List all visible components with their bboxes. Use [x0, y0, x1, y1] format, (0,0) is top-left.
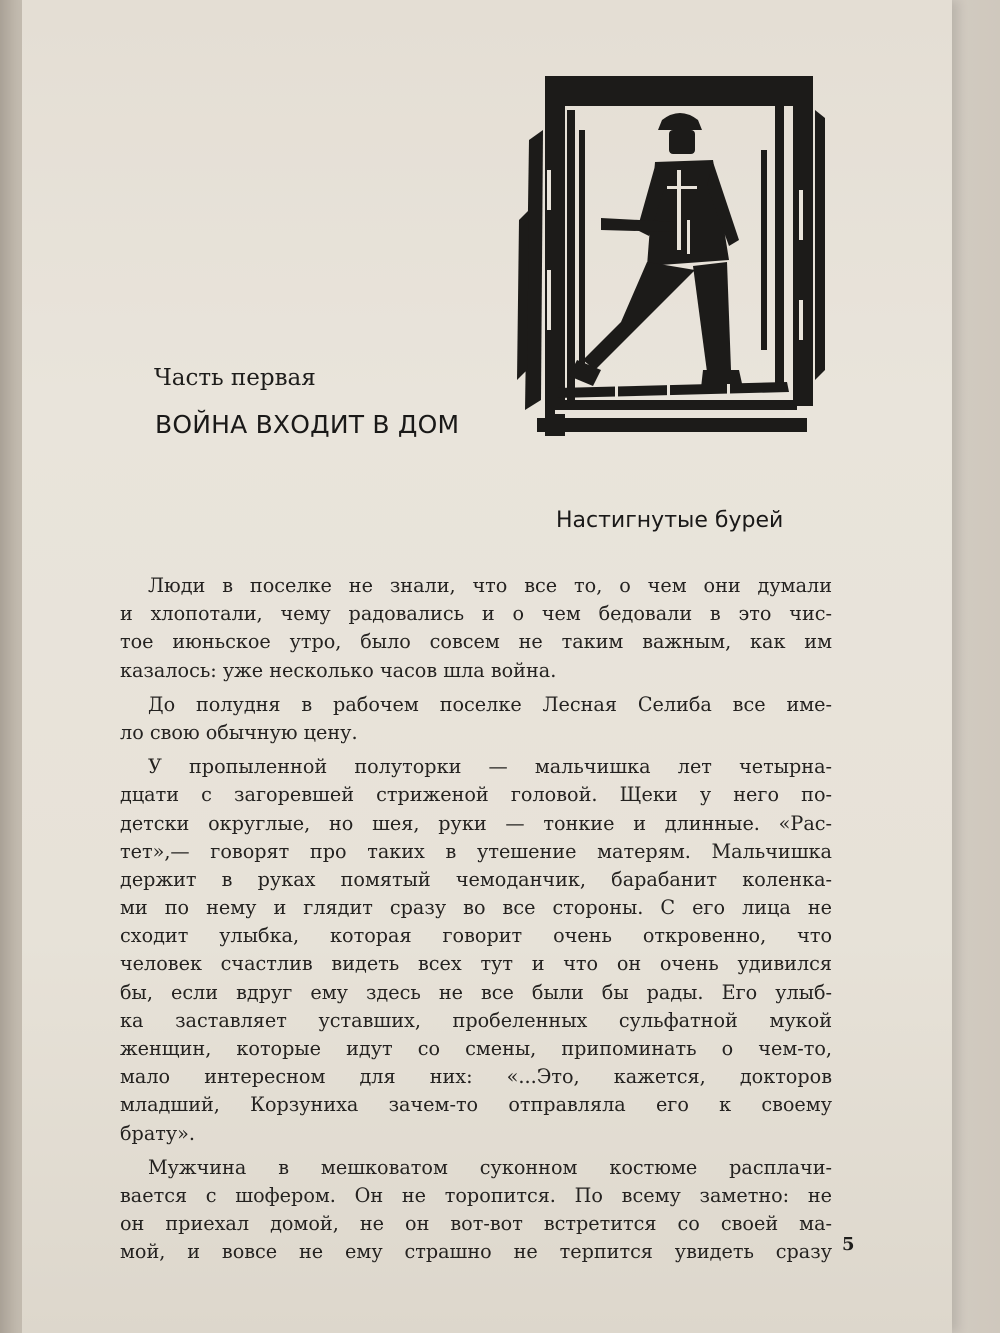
- text-line: сходит улыбка, которая говорит очень откровенно, что: [120, 924, 832, 948]
- text-line: брату».: [120, 1121, 196, 1145]
- text-line: тое июньское утро, было совсем не таким важным, как им: [120, 630, 832, 654]
- paragraph: [120, 1154, 832, 1267]
- text-line: ка заставляет уставших, пробеленных сульфатной мукой: [120, 1008, 832, 1032]
- text-line: бы, если вдруг ему здесь не все были бы рады. Его улыб-: [120, 980, 832, 1004]
- text-line: Люди в поселке не знали, что все то, о чем они думали: [148, 574, 832, 597]
- text-line: младший, Корзуниха зачем-то отправляла его к своему: [120, 1093, 832, 1117]
- chapter-title: Настигнутые бурей: [556, 508, 784, 533]
- text-line: дцати с загоревшей стриженой головой. Щеки у него по-: [120, 783, 832, 807]
- text-line: У пропыленной полуторки — мальчишка лет четырна-: [148, 755, 832, 779]
- text-line: и хлопотали, чему радовались и о чем бедовали в это чис-: [120, 602, 832, 626]
- paragraph: [120, 691, 832, 747]
- text-line: вается с шофером. Он не торопится. По всему заметно: не: [120, 1183, 832, 1207]
- body-text: [120, 572, 832, 1267]
- book-page: [22, 0, 952, 1333]
- part-label: Часть первая: [154, 365, 316, 391]
- text-line: мой, и вовсе не ему страшно не терпится увидеть сразу: [120, 1240, 832, 1264]
- text-line: детски округлые, но шея, руки — тонкие и длинные. «Рас-: [120, 811, 832, 835]
- text-line: ми по нему и глядит сразу во все стороны. С его лица не: [120, 896, 832, 920]
- text-line: держит в руках помятый чемоданчик, барабанит коленка-: [120, 867, 832, 891]
- text-line: ло свою обычную цену.: [120, 720, 358, 744]
- text-line: тет»,— говорят про таких в утешение матерям. Мальчишка: [120, 839, 832, 863]
- text-line: Мужчина в мешковатом суконном костюме расплачи-: [148, 1155, 832, 1179]
- text-line: До полудня в рабочем поселке Лесная Селиба все име-: [148, 692, 832, 716]
- page-number: 5: [842, 1234, 855, 1255]
- text-line: человек счастлив видеть всех тут и что он очень удивился: [120, 952, 832, 976]
- woodcut-soldier-in-doorway-icon: [517, 70, 827, 445]
- text-line: казалось: уже несколько часов шла война.: [120, 658, 557, 682]
- text-line: мало интересном для них: «...Это, кажется, докторов: [120, 1065, 832, 1089]
- part-title: ВОЙНА ВХОДИТ В ДОМ: [155, 410, 460, 439]
- paragraph: [120, 753, 832, 1148]
- paragraph: [120, 572, 832, 685]
- text-line: женщин, которые идут со смены, припоминать о чем-то,: [120, 1037, 832, 1060]
- text-line: он приехал домой, не он вот-вот встретится со своей ма-: [120, 1212, 832, 1236]
